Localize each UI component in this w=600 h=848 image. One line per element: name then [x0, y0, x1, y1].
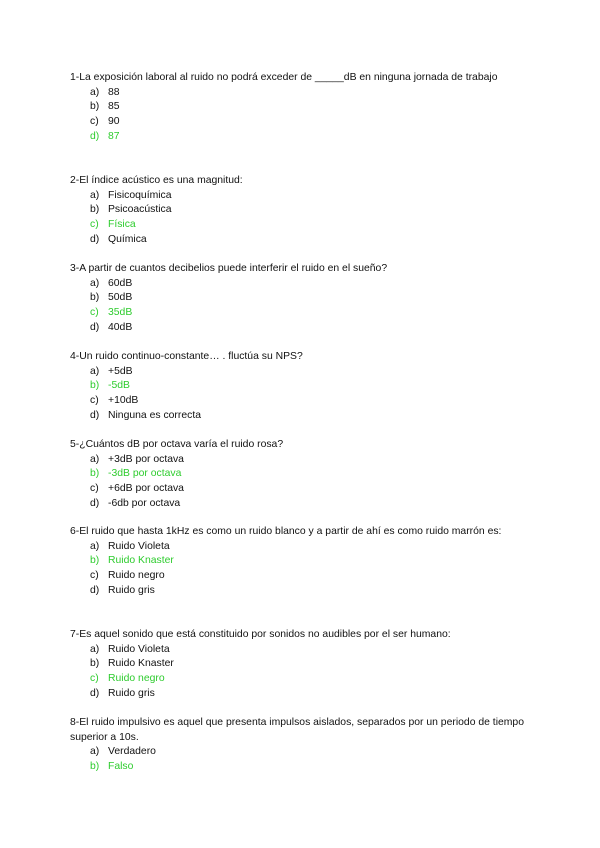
answer-option — [70, 321, 530, 336]
answer-text: Ruido Violeta — [108, 643, 170, 655]
answer-option — [70, 453, 530, 468]
answer-text: Física — [108, 219, 136, 231]
answer-list — [70, 189, 530, 248]
answer-text: -6db por octava — [108, 497, 181, 509]
question-text: 5-¿Cuántos dB por octava varía el ruido rosa? — [70, 439, 284, 450]
answer-letter: c) — [90, 307, 99, 319]
answer-text: Falso — [108, 761, 134, 773]
answer-option — [70, 100, 530, 115]
answer-text: Fisicoquímica — [108, 189, 172, 201]
answer-text: Ninguna es correcta — [108, 409, 201, 421]
answer-option — [70, 467, 530, 482]
answer-letter: d) — [90, 409, 100, 421]
question-text: 3-A partir de cuantos decibelios puede interferir el ruido en el sueño? — [70, 263, 388, 274]
answer-option — [70, 291, 530, 306]
answer-letter: a) — [90, 453, 100, 465]
question-4 — [70, 350, 530, 423]
answer-option — [70, 218, 530, 233]
question-3 — [70, 262, 530, 335]
answer-letter: a) — [90, 86, 100, 98]
answer-text: 50dB — [108, 292, 133, 304]
answer-list — [70, 365, 530, 424]
answer-text: Ruido Knaster — [108, 658, 174, 670]
answer-letter: c) — [90, 116, 99, 128]
answer-option — [70, 115, 530, 130]
answer-text: -3dB por octava — [108, 468, 182, 480]
answer-option — [70, 540, 530, 555]
answer-letter: c) — [90, 483, 99, 495]
answer-text: +3dB por octava — [108, 453, 184, 465]
answer-option — [70, 379, 530, 394]
answer-option — [70, 657, 530, 672]
answer-option — [70, 760, 530, 775]
answer-letter: b) — [90, 658, 100, 670]
answer-letter: b) — [90, 555, 100, 567]
answer-option — [70, 189, 530, 204]
answer-text: 90 — [108, 116, 120, 128]
question-5 — [70, 438, 530, 511]
answer-text: 85 — [108, 101, 120, 113]
answer-option — [70, 394, 530, 409]
answer-option — [70, 569, 530, 584]
answer-letter: b) — [90, 292, 100, 304]
answer-text: Química — [108, 233, 147, 245]
answer-option — [70, 277, 530, 292]
answer-letter: b) — [90, 204, 100, 216]
answer-list — [70, 745, 530, 774]
answer-text: Ruido negro — [108, 570, 165, 582]
answer-text: 60dB — [108, 277, 133, 289]
answer-letter: b) — [90, 101, 100, 113]
question-6 — [70, 525, 530, 598]
answer-text: 35dB — [108, 307, 133, 319]
answer-text: 87 — [108, 130, 120, 142]
question-text: 2-El índice acústico es una magnitud: — [70, 175, 243, 186]
answer-option — [70, 643, 530, 658]
answer-letter: c) — [90, 673, 99, 685]
answer-option — [70, 482, 530, 497]
answer-option — [70, 745, 530, 760]
answer-list — [70, 86, 530, 145]
answer-text: +5dB — [108, 365, 133, 377]
answer-letter: a) — [90, 365, 100, 377]
question-text: 4-Un ruido continuo-constante… . fluctúa su NPS? — [70, 351, 303, 362]
answer-text: 40dB — [108, 321, 133, 333]
answer-letter: a) — [90, 277, 100, 289]
answer-option — [70, 672, 530, 687]
answer-option — [70, 497, 530, 512]
answer-option — [70, 409, 530, 424]
question-text: 7-Es aquel sonido que está constituido por sonidos no audibles por el ser humano: — [70, 629, 451, 640]
answer-letter: d) — [90, 233, 100, 245]
answer-list — [70, 540, 530, 599]
answer-text: Ruido gris — [108, 687, 155, 699]
answer-letter: d) — [90, 497, 100, 509]
answer-option — [70, 86, 530, 101]
answer-text: Ruido Violeta — [108, 540, 170, 552]
answer-letter: c) — [90, 570, 99, 582]
answer-list — [70, 277, 530, 336]
answer-option — [70, 130, 530, 145]
answer-text: Ruido Knaster — [108, 555, 174, 567]
answer-letter: d) — [90, 130, 100, 142]
answer-letter: d) — [90, 584, 100, 596]
answer-letter: a) — [90, 189, 100, 201]
answer-option — [70, 306, 530, 321]
answer-letter: a) — [90, 746, 100, 758]
answer-letter: d) — [90, 687, 100, 699]
answer-letter: c) — [90, 219, 99, 231]
answer-text: Verdadero — [108, 746, 156, 758]
answer-text: -5dB — [108, 380, 130, 392]
answer-text: +6dB por octava — [108, 483, 184, 495]
answer-letter: a) — [90, 643, 100, 655]
answer-option — [70, 365, 530, 380]
answer-option — [70, 687, 530, 702]
question-2 — [70, 174, 530, 247]
answer-text: Ruido negro — [108, 673, 165, 685]
answer-letter: b) — [90, 468, 100, 480]
answer-letter: b) — [90, 380, 100, 392]
answer-option — [70, 554, 530, 569]
answer-option — [70, 233, 530, 248]
answer-text: Ruido gris — [108, 584, 155, 596]
answer-option — [70, 203, 530, 218]
answer-letter: b) — [90, 761, 100, 773]
answer-list — [70, 643, 530, 702]
question-1 — [70, 71, 530, 144]
answer-text: +10dB — [108, 395, 139, 407]
answer-letter: d) — [90, 321, 100, 333]
question-text: 8-El ruido impulsivo es aquel que presenta impulsos aislados, separados por un periodo de tiempo superior a 10s. — [70, 717, 524, 743]
question-text: 6-El ruido que hasta 1kHz es como un ruido blanco y a partir de ahí es como ruido marrón es: — [70, 526, 502, 537]
answer-letter: c) — [90, 395, 99, 407]
question-text: 1-La exposición laboral al ruido no podrá exceder de _____dB en ninguna jornada de trabajo — [70, 72, 498, 83]
question-7 — [70, 628, 530, 701]
answer-option — [70, 584, 530, 599]
answer-text: Psicoacústica — [108, 204, 172, 216]
answer-text: 88 — [108, 86, 120, 98]
answer-letter: a) — [90, 540, 100, 552]
answer-list — [70, 453, 530, 512]
question-8 — [70, 716, 530, 775]
